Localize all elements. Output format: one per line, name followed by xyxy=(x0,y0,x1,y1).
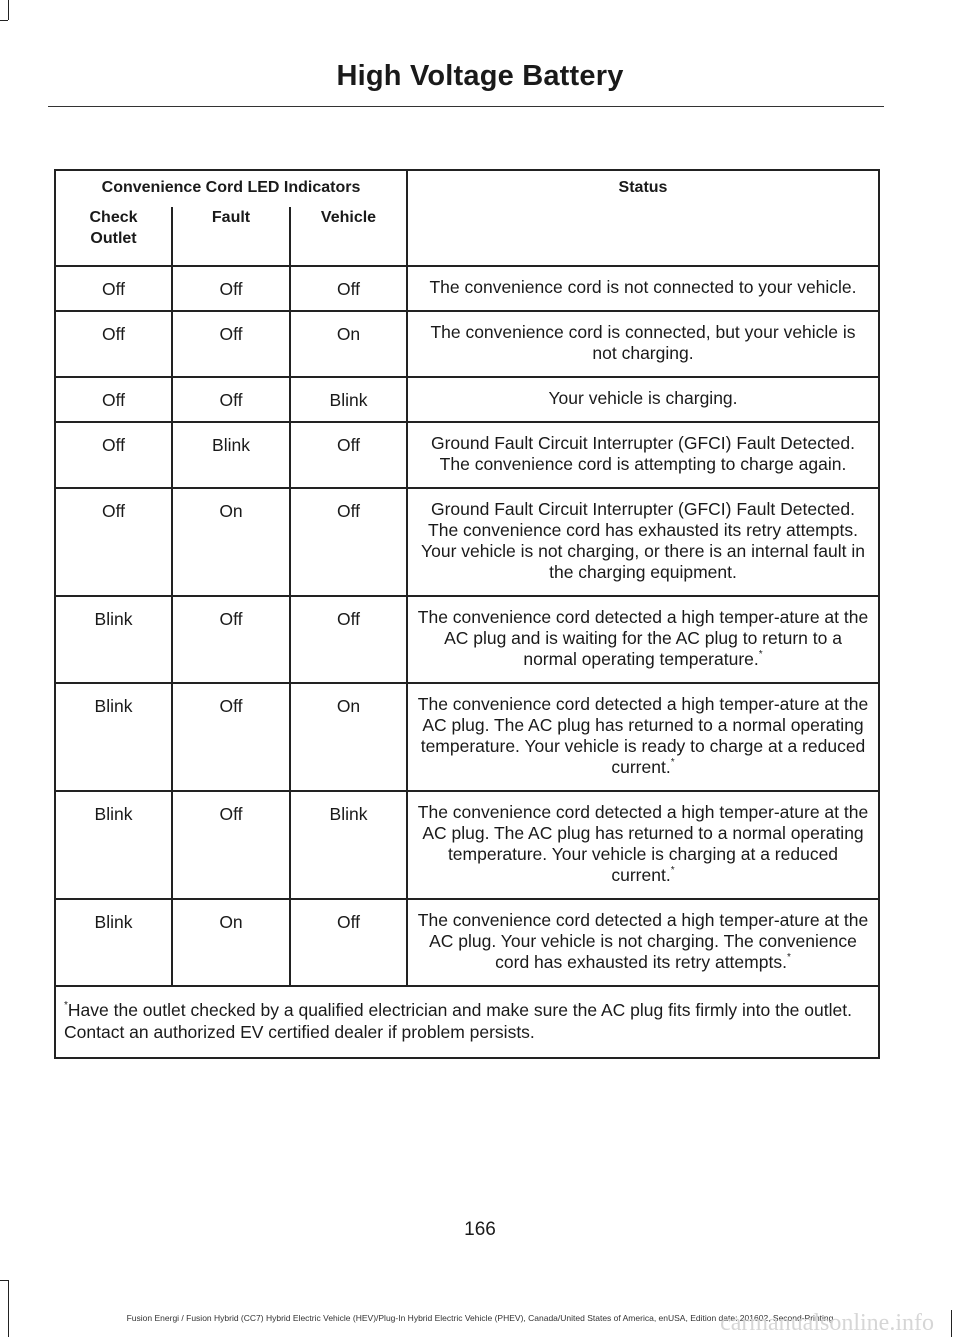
cell-vehicle: Off xyxy=(290,488,407,596)
status-text xyxy=(416,433,870,454)
table-row xyxy=(55,488,879,596)
cell-status xyxy=(407,422,879,488)
cell-vehicle: Blink xyxy=(290,377,407,422)
status-line: The convenience cord detected a high temper-ature at the AC plug. The AC plug has returned to a normal operating temperature. Your vehicle is charging at a reduced current. xyxy=(417,802,869,885)
header-check-outlet: Check Outlet xyxy=(55,207,172,266)
table-row xyxy=(55,311,879,377)
table-row xyxy=(55,899,879,986)
cell-check: Off xyxy=(55,266,172,311)
cell-fault: Off xyxy=(172,596,290,683)
status-line: The convenience cord detected a high temper-ature at the AC plug. Your vehicle is not charging. The convenience cord has exhausted its retry attempts. xyxy=(417,910,869,972)
watermark: carmanualsonline.info xyxy=(720,1310,934,1336)
footnote-ref: * xyxy=(670,865,675,876)
cell-check: Blink xyxy=(55,596,172,683)
table-row xyxy=(55,596,879,683)
footnote-ref: * xyxy=(758,649,763,660)
cell-check: Off xyxy=(55,422,172,488)
cell-fault: Off xyxy=(172,683,290,791)
cell-status xyxy=(407,266,879,311)
cell-status xyxy=(407,899,879,986)
table-row xyxy=(55,266,879,311)
footnote xyxy=(55,986,879,1058)
cell-status xyxy=(407,377,879,422)
page-number: 166 xyxy=(464,1219,496,1240)
status-line: The convenience cord detected a high temper-ature at the AC plug. The AC plug has returned to a normal operating temperature. Your vehicle is ready to charge at a reduced current. xyxy=(417,694,869,777)
header-fault: Fault xyxy=(172,207,290,266)
cell-fault: Off xyxy=(172,377,290,422)
status-line: The convenience cord has exhausted its retry attempts. Your vehicle is not charging, or there is an internal fault in the charging equipment. xyxy=(421,520,865,582)
crop-mark xyxy=(8,1280,9,1337)
cell-status xyxy=(407,488,879,596)
title-rule xyxy=(48,106,884,107)
status-text xyxy=(416,520,870,583)
table-row xyxy=(55,683,879,791)
status-line: The convenience cord detected a high temper-ature at the AC plug and is waiting for the AC plug to return to a normal operating temperature. xyxy=(417,607,869,669)
page-title: High Voltage Battery xyxy=(336,60,624,92)
cell-fault: On xyxy=(172,488,290,596)
cell-status xyxy=(407,311,879,377)
footnote-mark: * xyxy=(64,1000,68,1011)
status-text xyxy=(416,802,870,886)
status-text xyxy=(416,694,870,778)
status-text xyxy=(416,910,870,973)
status-line: Your vehicle is charging. xyxy=(548,388,738,408)
cell-vehicle: On xyxy=(290,311,407,377)
status-text xyxy=(416,454,870,475)
led-indicator-table xyxy=(54,169,880,1059)
cell-check: Off xyxy=(55,377,172,422)
header-status: Status xyxy=(407,170,879,207)
cell-fault: Blink xyxy=(172,422,290,488)
crop-mark xyxy=(8,0,9,20)
footer-text: Fusion Energi / Fusion Hybrid (CC7) Hybrid Electric Vehicle (HEV)/Plug-In Hybrid Electric Vehicle (PHEV), Canada/United States of America, enUSA, Edition date: 201602, Second-Printing xyxy=(126,1313,834,1323)
status-line: The convenience cord is attempting to charge again. xyxy=(439,454,847,474)
header-vehicle: Vehicle xyxy=(290,207,407,266)
cell-check: Blink xyxy=(55,899,172,986)
table-row xyxy=(55,791,879,899)
cell-vehicle: Off xyxy=(290,422,407,488)
cell-vehicle: Off xyxy=(290,596,407,683)
cell-vehicle: Off xyxy=(290,899,407,986)
cell-check: Blink xyxy=(55,683,172,791)
cell-vehicle: Blink xyxy=(290,791,407,899)
table-row xyxy=(55,377,879,422)
status-line: The convenience cord is connected, but your vehicle is not charging. xyxy=(430,322,856,363)
status-text xyxy=(416,499,870,520)
footnote-ref: * xyxy=(786,952,791,963)
cell-fault: Off xyxy=(172,311,290,377)
crop-mark xyxy=(0,1280,8,1281)
table-row xyxy=(55,422,879,488)
cell-vehicle: On xyxy=(290,683,407,791)
header-status-blank xyxy=(407,207,879,266)
cell-fault: Off xyxy=(172,266,290,311)
cell-vehicle: Off xyxy=(290,266,407,311)
status-text xyxy=(416,322,870,364)
cell-check: Blink xyxy=(55,791,172,899)
status-text xyxy=(416,277,870,298)
header-led-indicators: Convenience Cord LED Indicators xyxy=(55,170,407,207)
status-line: Ground Fault Circuit Interrupter (GFCI) Fault Detected. xyxy=(430,499,856,519)
cell-check: Off xyxy=(55,311,172,377)
status-text xyxy=(416,388,870,409)
cell-status xyxy=(407,596,879,683)
cell-fault: Off xyxy=(172,791,290,899)
cell-status xyxy=(407,683,879,791)
footnote-text: Have the outlet checked by a qualified electrician and make sure the AC plug fits firmly into the outlet. Contact an authorized EV certified dealer if problem persists. xyxy=(64,1000,852,1042)
status-line: Ground Fault Circuit Interrupter (GFCI) Fault Detected. xyxy=(430,433,856,453)
cell-fault: On xyxy=(172,899,290,986)
cell-status xyxy=(407,791,879,899)
status-text xyxy=(416,607,870,670)
cell-check: Off xyxy=(55,488,172,596)
footnote-ref: * xyxy=(670,757,675,768)
crop-mark xyxy=(0,20,8,21)
status-line: The convenience cord is not connected to your vehicle. xyxy=(429,277,857,297)
